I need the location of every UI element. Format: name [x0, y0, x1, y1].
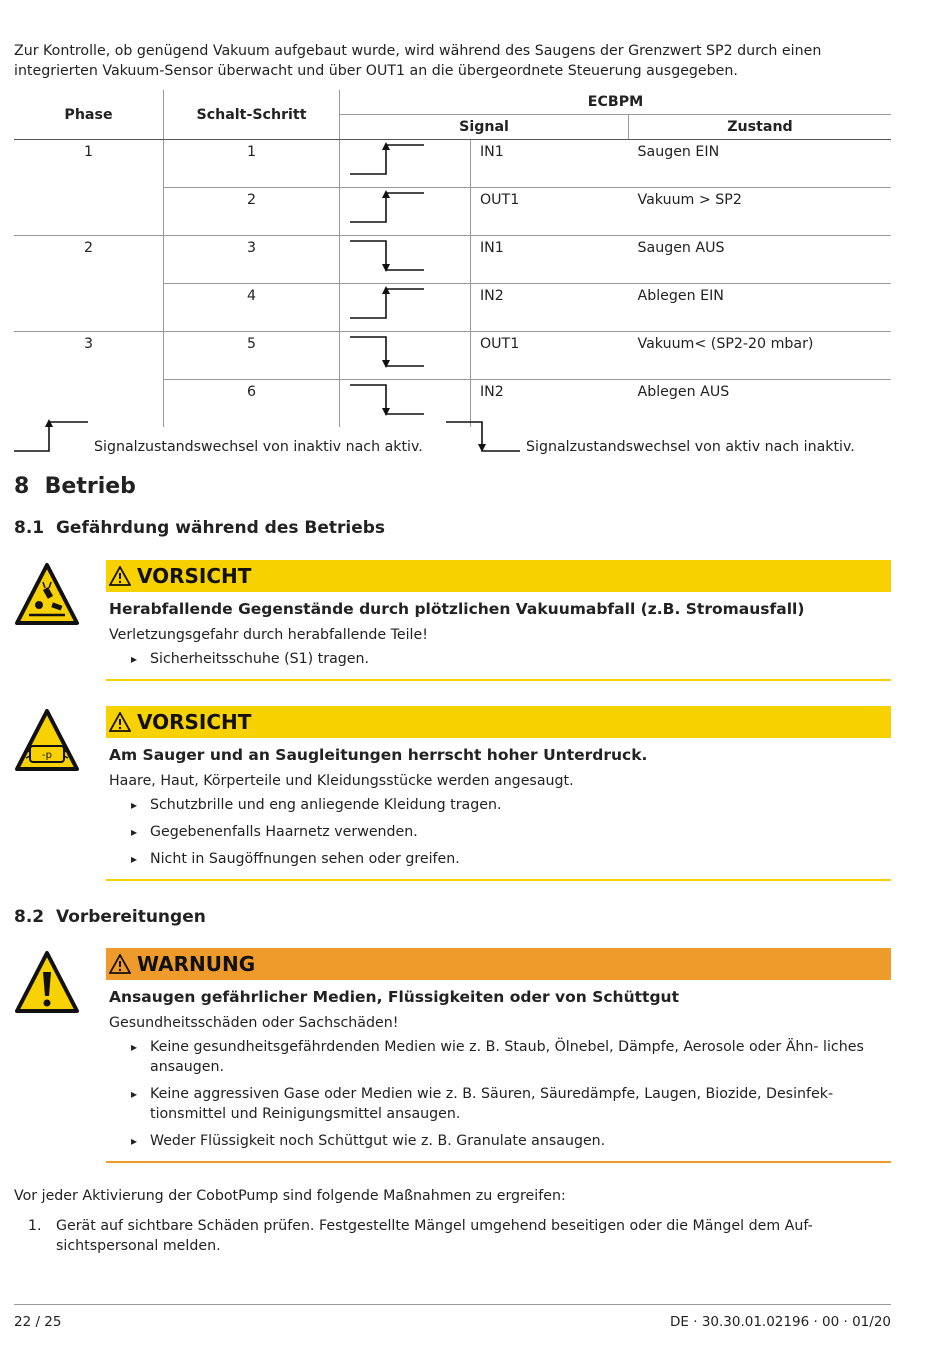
rising-edge-icon	[340, 284, 471, 332]
state-cell: Saugen AUS	[629, 236, 892, 284]
header-state: Zustand	[629, 115, 892, 140]
state-cell: Saugen EIN	[629, 140, 892, 188]
section-8-1-heading: 8.1 Gefährdung während des Betriebs	[14, 518, 386, 538]
intro-paragraph: Zur Kontrolle, ob genügend Vakuum aufgebaut wurde, wird während des Saugens der Grenzwert SP2 durch einen integrierten Vakuum-Sensor überwacht und über OUT1 an die übergeordnete Steuerung ausgegeben.	[14, 43, 822, 79]
measure-item: ▸ Weder Flüssigkeit noch Schüttgut wie z. B. Granulate ansaugen.	[131, 1131, 891, 1151]
warning-1-hazard: Herabfallende Gegenstände durch plötzlichen Vakuumabfall (z.B. Stromausfall)	[109, 600, 805, 618]
warning-3-rule	[106, 1161, 891, 1163]
step-cell: 4	[164, 284, 340, 332]
phase-cell: 2	[14, 236, 164, 332]
header-signal: Signal	[340, 115, 629, 140]
rising-edge-icon	[14, 418, 94, 454]
signal-cell: IN1	[471, 140, 629, 188]
step-cell: 5	[164, 332, 340, 380]
step-cell: 3	[164, 236, 340, 284]
legend-rising-text: Signalzustandswechsel von inaktiv nach aktiv.	[94, 439, 423, 455]
falling-objects-icon	[14, 562, 80, 628]
warning-3-signal-word: WARNUNG	[137, 952, 256, 976]
warning-2-measures	[106, 795, 891, 869]
warning-1-body	[106, 560, 891, 681]
signal-legend	[14, 418, 891, 460]
step-text: Gerät auf sichtbare Schäden prüfen. Festgestellte Mängel umgehend beseitigen oder die Mängel dem Auf- sichtspersonal melden.	[56, 1218, 813, 1254]
table-row	[14, 236, 891, 284]
falling-edge-icon	[340, 332, 471, 380]
measure-item: ▸ Gegebenenfalls Haarnetz verwenden.	[131, 822, 891, 842]
warning-3-consequence: Gesundheitsschäden oder Sachschäden!	[109, 1015, 399, 1031]
negative-pressure-icon	[14, 708, 80, 774]
measure-item: ▸ Schutzbrille und eng anliegende Kleidung tragen.	[131, 795, 891, 815]
measure-item: ▸ Keine aggressiven Gase oder Medien wie z. B. Säuren, Säuredämpfe, Laugen, Biozide, Desinfek- tionsmittel und Reinigungsmittel ansaugen.	[131, 1084, 891, 1124]
section-8-2-heading: 8.2 Vorbereitungen	[14, 907, 206, 927]
warning-triangle-icon	[109, 566, 131, 586]
legend-rising	[14, 418, 423, 458]
preparation-text: Vor jeder Aktivierung der CobotPump sind folgende Maßnahmen zu ergreifen:	[14, 1188, 566, 1204]
warning-3-measures	[106, 1037, 891, 1151]
table-row	[14, 140, 891, 188]
phase-cell: 3	[83, 336, 94, 352]
warning-2-bar	[106, 706, 891, 738]
footer-divider	[14, 1304, 891, 1305]
header-ecbpm: ECBPM	[340, 90, 892, 115]
warning-2-rule	[106, 879, 891, 881]
svg-text:-p: -p	[42, 750, 52, 761]
header-step: Schalt-Schritt	[164, 90, 340, 140]
warning-1-bar	[106, 560, 891, 592]
warning-2-consequence: Haare, Haut, Körperteile und Kleidungsstücke werden angesaugt.	[109, 773, 574, 789]
state-cell: Ablegen AUS	[637, 384, 730, 400]
state-cell: Ablegen EIN	[629, 284, 892, 332]
warning-2-hazard: Am Sauger und an Saugleitungen herrscht hoher Unterdruck.	[109, 746, 648, 764]
signal-table	[14, 90, 891, 427]
warning-1-measures	[106, 649, 891, 669]
warning-2-body	[106, 706, 891, 881]
warning-1-signal-word: VORSICHT	[137, 564, 252, 588]
falling-edge-icon	[446, 418, 526, 454]
signal-cell: IN2	[471, 284, 629, 332]
warning-3-hazard: Ansaugen gefährlicher Medien, Flüssigkeiten oder von Schüttgut	[109, 988, 679, 1006]
warning-3-body	[106, 948, 891, 1163]
document-id: DE · 30.30.01.02196 · 00 · 01/20	[670, 1314, 891, 1330]
table-row	[14, 332, 891, 380]
signal-cell: IN1	[471, 236, 629, 284]
rising-edge-icon	[340, 188, 471, 236]
signal-cell: IN2	[471, 380, 629, 428]
step-cell: 1	[164, 140, 340, 188]
warning-1-consequence: Verletzungsgefahr durch herabfallende Teile!	[109, 627, 428, 643]
signal-cell: OUT1	[471, 332, 629, 380]
state-cell: Vakuum< (SP2-20 mbar)	[629, 332, 892, 380]
warning-1-rule	[106, 679, 891, 681]
page-number: 22 / 25	[14, 1314, 62, 1330]
measure-item: ▸ Sicherheitsschuhe (S1) tragen.	[131, 649, 891, 669]
measure-item: ▸ Keine gesundheitsgefährdenden Medien wie z. B. Staub, Ölnebel, Dämpfe, Aerosole oder Ähn- liches ansaugen.	[131, 1037, 891, 1077]
section-8-heading: 8 Betrieb	[14, 474, 136, 499]
warning-triangle-icon	[109, 954, 131, 974]
step-number: 1.	[28, 1218, 42, 1234]
signal-cell: OUT1	[471, 188, 629, 236]
header-phase: Phase	[14, 90, 164, 140]
warning-triangle-icon	[109, 712, 131, 732]
step-cell: 6	[164, 380, 340, 428]
exclamation-warning-icon	[14, 950, 80, 1016]
measure-item: ▸ Nicht in Saugöffnungen sehen oder greifen.	[131, 849, 891, 869]
phase-cell: 1	[14, 140, 164, 236]
warning-3-bar	[106, 948, 891, 980]
falling-edge-icon	[340, 236, 471, 284]
legend-falling-text: Signalzustandswechsel von aktiv nach inaktiv.	[526, 439, 855, 455]
state-cell: Vakuum > SP2	[629, 188, 892, 236]
warning-2-signal-word: VORSICHT	[137, 710, 252, 734]
step-cell: 2	[164, 188, 340, 236]
rising-edge-icon	[340, 140, 471, 188]
legend-falling	[446, 418, 855, 458]
